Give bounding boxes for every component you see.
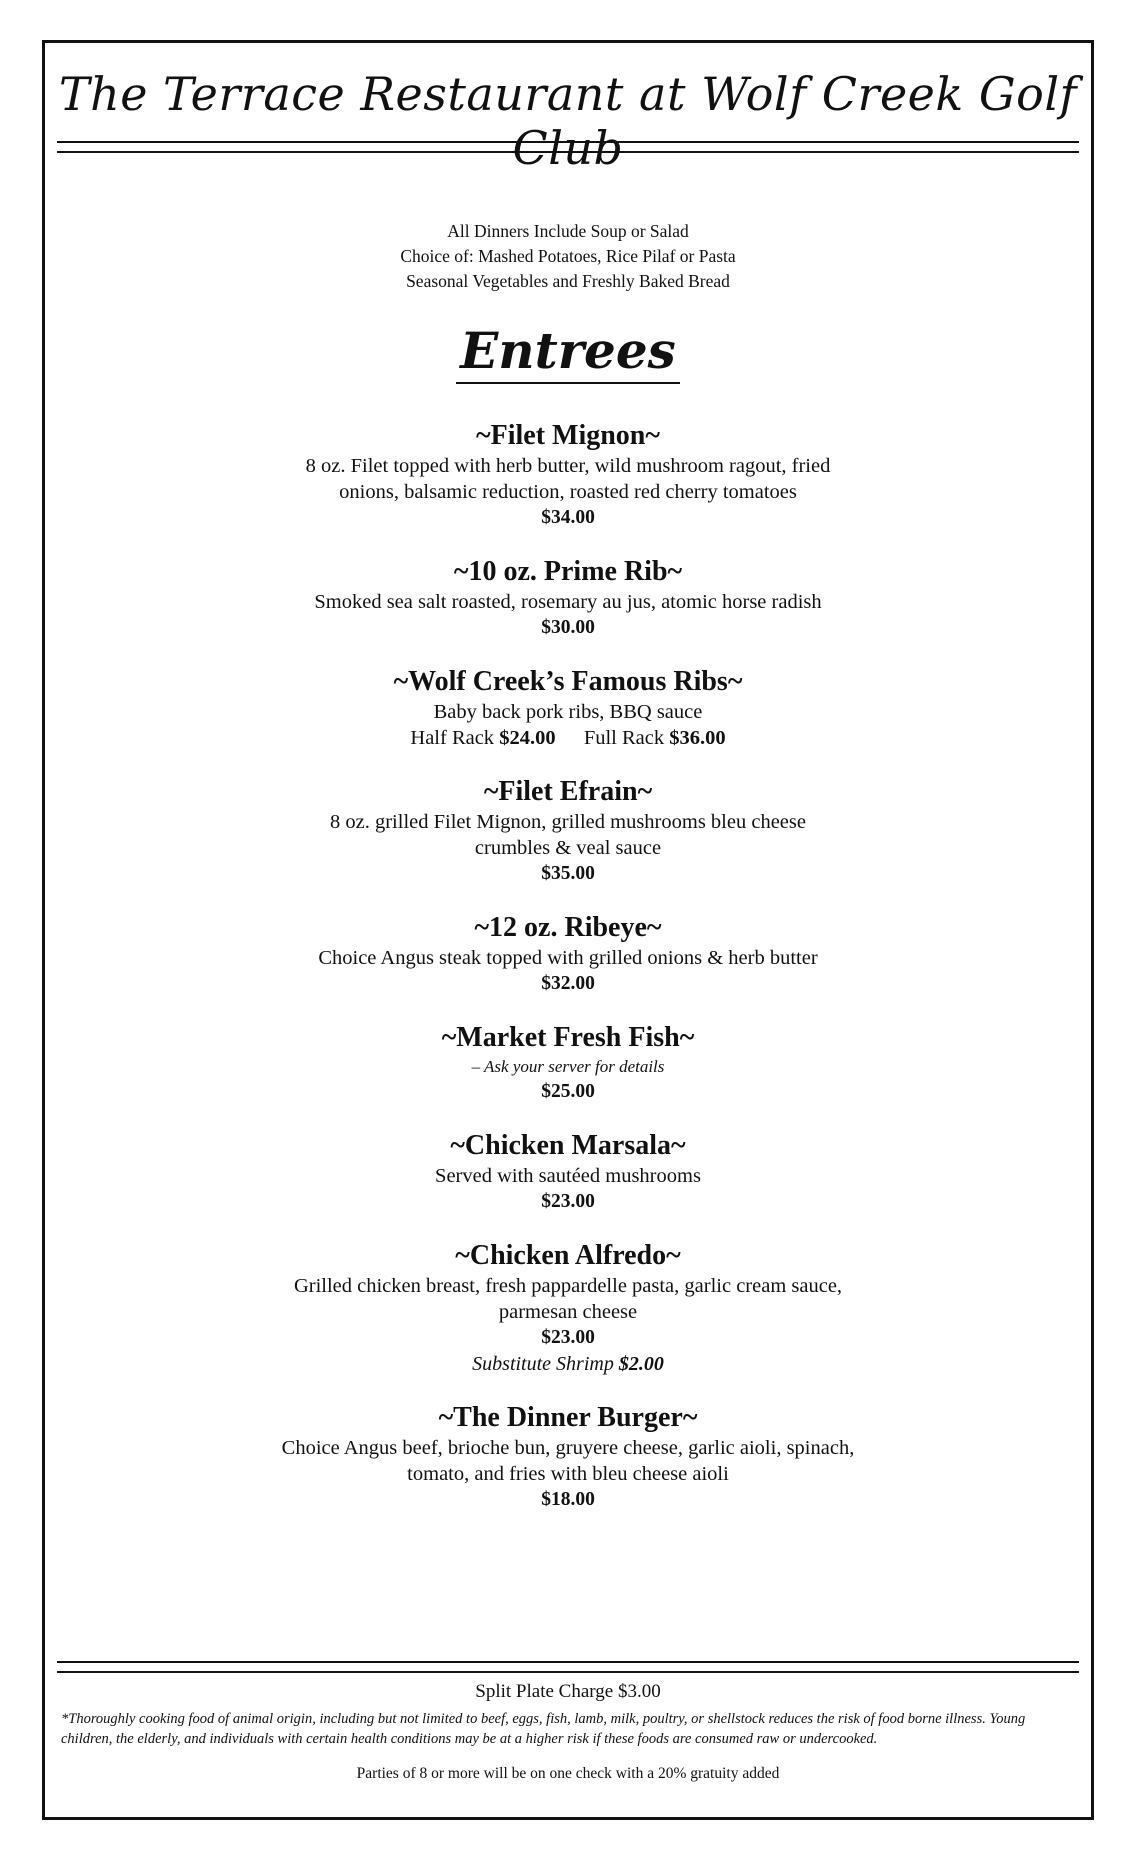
entree-name: ~Market Fresh Fish~	[441, 1022, 695, 1053]
entree-price: $32.00	[541, 973, 595, 994]
full-rack-price: $36.00	[669, 727, 726, 749]
entree-name: ~The Dinner Burger~	[438, 1402, 698, 1433]
restaurant-title: The Terrace Restaurant at Wolf Creek Golf Club	[58, 67, 1078, 175]
entree-name: ~Filet Efrain~	[483, 776, 653, 807]
menu-frame	[42, 40, 1094, 1820]
entree-item	[45, 1129, 1091, 1215]
intro-line: Seasonal Vegetables and Freshly Baked Bread	[406, 271, 730, 291]
entree-description: 8 oz. grilled Filet Mignon, grilled mushrooms bleu cheese	[330, 811, 806, 833]
entree-name: ~Wolf Creek’s Famous Ribs~	[393, 666, 743, 697]
entree-description: crumbles & veal sauce	[474, 837, 662, 859]
entree-description: onions, balsamic reduction, roasted red cherry tomatoes	[339, 481, 797, 503]
entree-item	[45, 555, 1091, 641]
section-title	[45, 321, 1091, 380]
entree-description: Smoked sea salt roasted, rosemary au jus, atomic horse radish	[314, 591, 822, 613]
dinner-includes	[45, 219, 1091, 294]
entree-item	[45, 1401, 1091, 1513]
entree-name: ~Chicken Alfredo~	[455, 1240, 681, 1271]
entree-item	[45, 1021, 1091, 1105]
food-safety-disclaimer: *Thoroughly cooking food of animal origin, including but not limited to beef, eggs, fish, lamb, milk, poultry, or shellstock reduces the risk of food borne illness. Young children, the elderly, and individuals with certain health conditions may be at a higher risk if these foods are consumed raw or undercooked.	[61, 1711, 1026, 1747]
entree-description: tomato, and fries with bleu cheese aioli	[407, 1463, 729, 1485]
entree-description: Served with sautéed mushrooms	[435, 1165, 701, 1187]
entree-price: $23.00	[541, 1191, 595, 1212]
section-title-text: Entrees	[456, 321, 680, 384]
entree-price: $35.00	[541, 863, 595, 884]
half-rack-price: $24.00	[499, 727, 556, 749]
entree-price: $23.00	[541, 1327, 595, 1348]
entree-name: ~Filet Mignon~	[476, 420, 660, 451]
entree-description: Grilled chicken breast, fresh pappardelle pasta, garlic cream sauce,	[293, 1275, 843, 1297]
entree-description: Choice Angus steak topped with grilled onions & herb butter	[318, 947, 818, 969]
substitution-price: $2.00	[618, 1353, 664, 1375]
split-plate-charge: Split Plate Charge $3.00	[475, 1681, 661, 1702]
full-rack-label: Full Rack	[583, 727, 665, 749]
party-gratuity-note: Parties of 8 or more will be on one check with a 20% gratuity added	[356, 1765, 780, 1782]
entree-description: parmesan cheese	[498, 1301, 638, 1323]
header-divider	[57, 141, 1079, 153]
entree-item	[45, 419, 1091, 531]
entree-item	[45, 911, 1091, 997]
substitution-note	[45, 1351, 1091, 1377]
menu-footer	[61, 1679, 1075, 1785]
entree-item	[45, 665, 1091, 751]
rack-prices	[45, 725, 1091, 751]
intro-line: All Dinners Include Soup or Salad	[447, 221, 689, 241]
entree-description: Choice Angus beef, brioche bun, gruyere cheese, garlic aioli, spinach,	[281, 1437, 855, 1459]
entree-description: Baby back pork ribs, BBQ sauce	[433, 701, 703, 723]
entree-price: $25.00	[541, 1081, 595, 1102]
entree-name: ~Chicken Marsala~	[450, 1130, 686, 1161]
half-rack-label: Half Rack	[410, 727, 495, 749]
footer-divider	[57, 1661, 1079, 1673]
intro-line: Choice of: Mashed Potatoes, Rice Pilaf or Pasta	[400, 246, 736, 266]
entree-price: $30.00	[541, 617, 595, 638]
entree-list	[45, 419, 1091, 1537]
entree-price: $34.00	[541, 507, 595, 528]
entree-note: – Ask your server for details	[471, 1057, 665, 1076]
entree-item	[45, 775, 1091, 887]
substitution-label: Substitute Shrimp	[472, 1353, 614, 1375]
entree-item	[45, 1239, 1091, 1377]
entree-name: ~10 oz. Prime Rib~	[453, 556, 683, 587]
entree-name: ~12 oz. Ribeye~	[474, 912, 662, 943]
entree-price: $18.00	[541, 1489, 595, 1510]
entree-description: 8 oz. Filet topped with herb butter, wild mushroom ragout, fried	[305, 455, 831, 477]
